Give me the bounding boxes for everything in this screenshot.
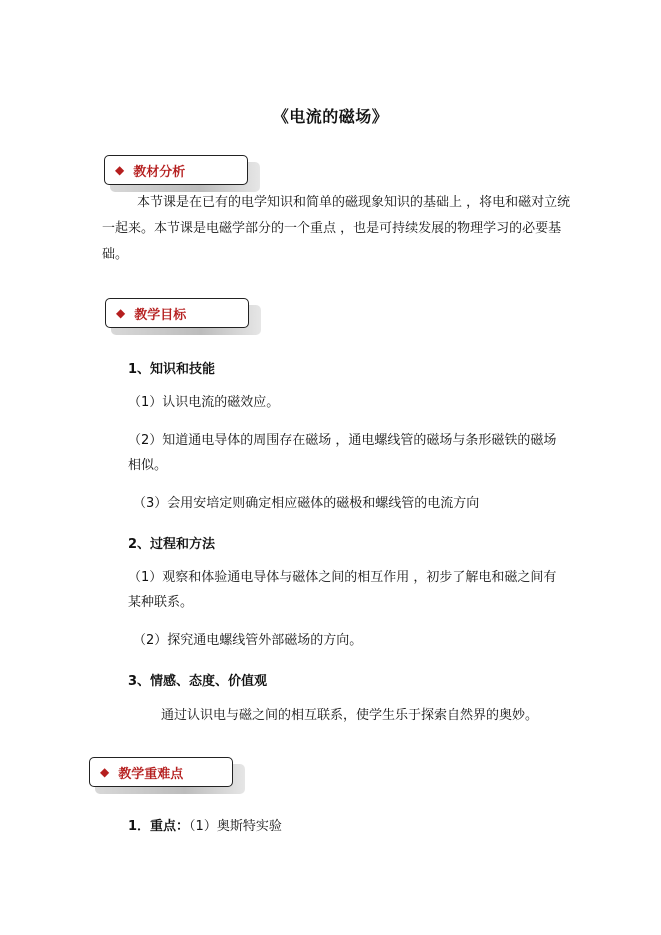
keypoint-label: 1．重点： xyxy=(128,819,190,834)
goal-item: 某种联系。 xyxy=(128,595,194,610)
section-header-goals xyxy=(105,298,249,328)
goal-heading-1: 1、知识和技能 xyxy=(128,362,216,377)
goal-item: （2）探究通电螺线管外部磁场的方向。 xyxy=(133,633,363,648)
goal-heading-3: 3、情感、态度、价值观 xyxy=(128,674,268,689)
diamond-icon: ◆ xyxy=(100,765,110,779)
goal-item: 通过认识电与磁之间的相互联系，使学生乐于探索自然界的奥妙。 xyxy=(161,708,539,723)
section-label: 教学重难点 xyxy=(118,766,184,782)
goal-item: （2）知道通电导体的周围存在磁场 ，通电螺线管的磁场与条形磁铁的磁场 xyxy=(128,433,557,448)
diamond-icon: ◆ xyxy=(115,163,125,177)
page-title: 《电流的磁场》 xyxy=(272,107,389,126)
section-label: 教材分析 xyxy=(133,164,186,180)
analysis-line-1: 本节课是在已有的电学知识和简单的磁现象知识的基础上 ，将电和磁对立统 xyxy=(137,195,571,210)
diamond-icon: ◆ xyxy=(116,306,126,320)
section-header-analysis xyxy=(104,155,248,185)
analysis-line-2: 一起来。本节课是电磁学部分的一个重点 ，也是可持续发展的物理学习的必要基 xyxy=(102,221,562,236)
keypoint-text: （1）奥斯特实验 xyxy=(189,819,282,834)
section-label: 教学目标 xyxy=(134,307,187,323)
goal-item: （3）会用安培定则确定相应磁体的磁极和螺线管的电流方向 xyxy=(133,496,480,511)
goal-item: （1）认识电流的磁效应。 xyxy=(128,395,280,410)
keypoint-line xyxy=(128,815,282,839)
analysis-line-3: 础。 xyxy=(102,247,129,262)
section-header-keypoints xyxy=(89,757,233,787)
goal-item: （1）观察和体验通电导体与磁体之间的相互作用 ，初步了解电和磁之间有 xyxy=(128,570,557,585)
goal-heading-2: 2、过程和方法 xyxy=(128,537,216,552)
goal-item: 相似。 xyxy=(128,458,168,473)
